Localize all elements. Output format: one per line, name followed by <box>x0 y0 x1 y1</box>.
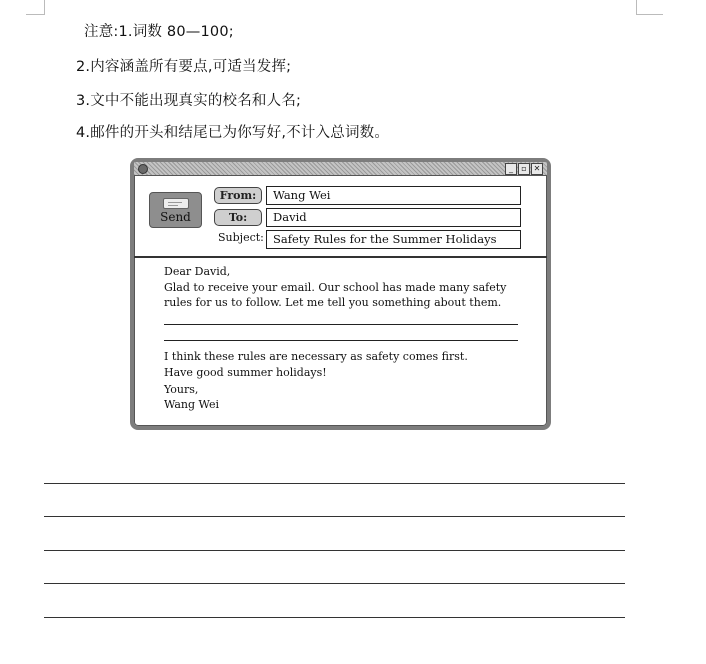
restore-icon[interactable]: ▫ <box>518 163 530 175</box>
to-field[interactable]: David <box>266 208 521 227</box>
from-field[interactable]: Wang Wei <box>266 186 521 205</box>
answer-line <box>44 550 625 551</box>
email-blank-line-2 <box>164 340 518 341</box>
answer-line <box>44 516 625 517</box>
from-button[interactable]: From: <box>214 187 262 204</box>
answer-line <box>44 483 625 484</box>
envelope-icon <box>163 198 189 209</box>
subject-label: Subject: <box>218 231 264 244</box>
email-greeting: Dear David, <box>164 265 231 278</box>
header-body-divider <box>134 256 547 258</box>
subject-field[interactable]: Safety Rules for the Summer Holidays <box>266 230 521 249</box>
to-button[interactable]: To: <box>214 209 262 226</box>
window-menu-icon[interactable] <box>138 164 148 174</box>
email-signature: Wang Wei <box>164 398 219 411</box>
close-icon[interactable]: ✕ <box>531 163 543 175</box>
email-para1-line1: Glad to receive your email. Our school has made many safety <box>164 281 507 294</box>
email-para2-line2: Have good summer holidays! <box>164 366 327 379</box>
email-blank-line-1 <box>164 324 518 325</box>
answer-line <box>44 617 625 618</box>
minimize-icon[interactable]: _ <box>505 163 517 175</box>
email-closing: Yours, <box>164 383 199 396</box>
email-para2-line1: I think these rules are necessary as safety comes first. <box>164 350 468 363</box>
send-button-label: Send <box>160 210 191 224</box>
window-titlebar <box>134 162 547 176</box>
note-line-2: 2.内容涵盖所有要点,可适当发挥; <box>76 59 292 75</box>
page-corner-mark-right <box>636 0 663 15</box>
send-button[interactable] <box>149 192 202 228</box>
email-window <box>130 158 551 430</box>
answer-line <box>44 583 625 584</box>
page-corner-mark-left <box>26 0 45 15</box>
note-line-3: 3.文中不能出现真实的校名和人名; <box>76 93 302 109</box>
email-para1-line2: rules for us to follow. Let me tell you something about them. <box>164 296 502 309</box>
note-line-4: 4.邮件的开头和结尾已为你写好,不计入总词数。 <box>76 125 390 141</box>
note-line-1: 注意:1.词数 80—100; <box>84 24 234 40</box>
